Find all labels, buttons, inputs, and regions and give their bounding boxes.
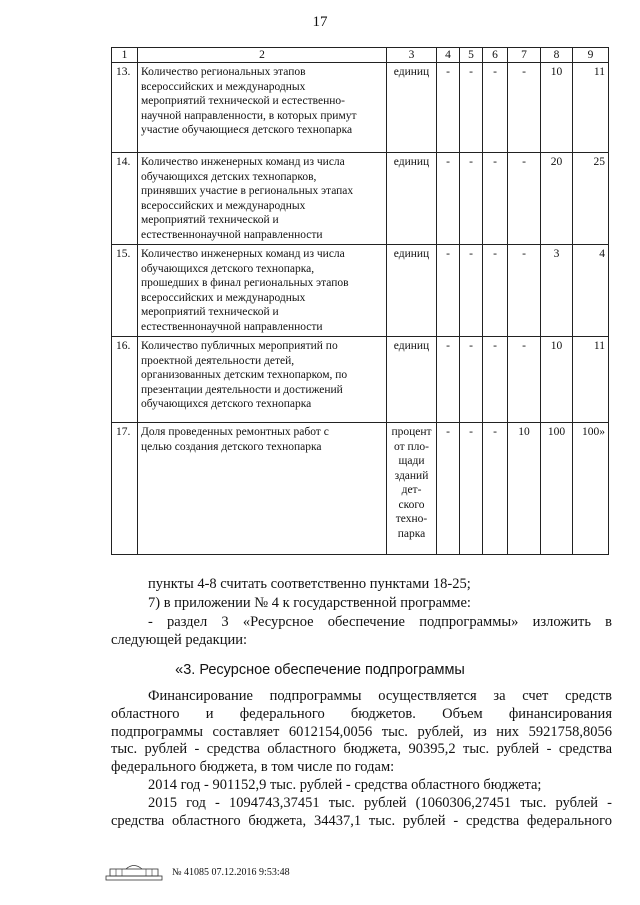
text-line: Финансирование подпрограммы осуществляется за счет средств (148, 688, 612, 704)
header-cell: 6 (483, 48, 508, 63)
header-cell: 2 (138, 48, 387, 63)
value-cell-c4: - (437, 423, 460, 555)
value-cell-c8: 3 (541, 245, 573, 337)
indicator-name-line: всероссийских и международных (141, 199, 306, 212)
paragraph-renumbering: пункты 4-8 считать соответственно пунктами 18-25; (148, 576, 471, 592)
indicator-name-line: презентации деятельности и достижений (141, 383, 343, 396)
building-stamp-icon (104, 862, 164, 882)
value-cell-c7: 10 (508, 423, 541, 555)
unit-line: единиц (393, 66, 430, 78)
unit-line: единиц (393, 248, 430, 260)
value-cell-c8: 20 (541, 153, 573, 245)
year-2014-line (148, 777, 612, 795)
row-number-cell: 16. (112, 337, 138, 423)
indicator-name-line: всероссийских и международных (141, 291, 306, 304)
value-cell-c5: - (460, 337, 483, 423)
text-line: 2014 год - 901152,9 тыс. рублей - средства областного бюджета; (148, 777, 542, 793)
value-cell-c6: - (483, 245, 508, 337)
value-cell-c6: - (483, 337, 508, 423)
value-cell-c6: - (483, 63, 508, 153)
unit-line: техно- (395, 513, 428, 525)
unit-cell (387, 63, 437, 153)
indicator-name-line: естественнонаучной направленности (141, 228, 323, 241)
table-body (112, 63, 609, 555)
value-cell-c7: - (508, 153, 541, 245)
text-line: подпрограммы составляет 6012154,0056 тыс. рублей, из них 5921758,8056 (111, 723, 612, 740)
indicator-name-line: всероссийских и международных (141, 80, 306, 93)
value-cell-c4: - (437, 337, 460, 423)
value-cell-c7: - (508, 63, 541, 153)
indicator-name-line: проектной деятельности детей, (141, 354, 295, 367)
text-line: областного и федерального бюджетов. Объем финансирования (111, 706, 612, 722)
indicator-name-cell (138, 337, 387, 423)
value-cell-c7: - (508, 337, 541, 423)
value-cell-c9: 11 (573, 337, 609, 423)
unit-line: процент (391, 426, 432, 438)
value-cell-c5: - (460, 423, 483, 555)
financing-paragraph-first (148, 688, 612, 706)
header-cell: 5 (460, 48, 483, 63)
indicator-name-line: мероприятий технической и естественно- (141, 95, 345, 107)
row-number-cell: 13. (112, 63, 138, 153)
text-line: следующей редакции: (111, 632, 248, 648)
value-cell-c9: 4 (573, 245, 609, 337)
value-cell-c6: - (483, 423, 508, 555)
indicator-name-cell (138, 423, 387, 555)
indicator-name-line: обучающихся детских технопарков, (141, 170, 317, 183)
text-line: тыс. рублей - средства областного бюджета, 90395,2 тыс. рублей - средства (111, 741, 612, 757)
unit-cell (387, 337, 437, 423)
paragraph-appendix: 7) в приложении № 4 к государственной программе: (148, 595, 471, 611)
row-number-cell: 15. (112, 245, 138, 337)
table-row (112, 423, 609, 555)
indicator-name-line: участие обучающиеся детского технопарка (141, 124, 353, 136)
value-cell-c4: - (437, 245, 460, 337)
unit-line: ского (398, 498, 425, 511)
section-heading: «3. Ресурсное обеспечение подпрограммы (175, 662, 465, 678)
financing-paragraph-rest (111, 706, 612, 776)
header-cell: 1 (112, 48, 138, 63)
table-header-row (112, 48, 609, 63)
indicator-name-line: организованных детским технопарком, по (141, 369, 348, 381)
indicator-name-line: Количество публичных мероприятий по (141, 340, 338, 352)
year-2015-line (148, 795, 612, 813)
indicator-name-line: обучающихся детского технопарка (141, 398, 312, 410)
indicator-name-line: обучающихся детского технопарка, (141, 262, 315, 275)
footer (104, 862, 290, 882)
value-cell-c9: 100» (573, 423, 609, 555)
value-cell-c9: 11 (573, 63, 609, 153)
document-number: № 41085 07.12.2016 9:53:48 (172, 866, 290, 878)
text-line: федерального бюджета, в том числе по годам: (111, 758, 395, 775)
unit-cell (387, 423, 437, 555)
value-cell-c8: 100 (541, 423, 573, 555)
value-cell-c5: - (460, 153, 483, 245)
unit-line: дет- (401, 484, 422, 496)
value-cell-c5: - (460, 245, 483, 337)
indicator-name-line: мероприятий технической и (141, 306, 279, 318)
value-cell-c7: - (508, 245, 541, 337)
indicator-name-line: Количество инженерных команд из числа (141, 156, 345, 168)
value-cell-c8: 10 (541, 63, 573, 153)
paragraph-section-replace (148, 614, 612, 632)
indicator-name-cell (138, 63, 387, 153)
value-cell-c8: 10 (541, 337, 573, 423)
text-line: средства областного бюджета, 34437,1 тыс. рублей - средства федерального (111, 813, 612, 829)
header-cell: 8 (541, 48, 573, 63)
paragraph-section-replace-cont (111, 632, 611, 650)
indicator-name-line: Количество инженерных команд из числа (141, 248, 345, 260)
indicator-name-cell (138, 153, 387, 245)
indicator-name-line: целью создания детского технопарка (141, 440, 322, 453)
indicators-table (111, 47, 609, 555)
unit-line: единиц (393, 156, 430, 168)
indicator-name-line: естественнонаучной направленности (141, 320, 323, 333)
unit-line: от пло- (394, 440, 429, 453)
header-cell: 4 (437, 48, 460, 63)
table-row (112, 245, 609, 337)
indicator-name-line: мероприятий технической и (141, 214, 279, 226)
indicator-name-cell (138, 245, 387, 337)
unit-cell (387, 245, 437, 337)
page-number: 17 (312, 14, 328, 30)
header-cell: 9 (573, 48, 609, 63)
unit-line: парка (397, 527, 426, 540)
header-cell: 3 (387, 48, 437, 63)
indicator-name-line: Доля проведенных ремонтных работ с (141, 426, 329, 438)
table-row (112, 153, 609, 245)
value-cell-c4: - (437, 63, 460, 153)
text-line: - раздел 3 «Ресурсное обеспечение подпрограммы» изложить в (148, 614, 612, 630)
table-row (112, 337, 609, 423)
unit-cell (387, 153, 437, 245)
unit-line: зданий (394, 469, 429, 482)
value-cell-c5: - (460, 63, 483, 153)
row-number-cell: 14. (112, 153, 138, 245)
unit-line: единиц (393, 340, 430, 352)
header-cell: 7 (508, 48, 541, 63)
row-number-cell: 17. (112, 423, 138, 555)
unit-line: щади (398, 455, 425, 467)
value-cell-c4: - (437, 153, 460, 245)
year-2015-line-cont (111, 813, 612, 831)
indicator-name-line: Количество региональных этапов (141, 66, 306, 78)
indicator-name-line: принявших участие в региональных этапах (141, 185, 354, 197)
value-cell-c6: - (483, 153, 508, 245)
table-row (112, 63, 609, 153)
indicator-name-line: прошедших в финал региональных этапов (141, 277, 349, 289)
value-cell-c9: 25 (573, 153, 609, 245)
indicator-name-line: научной направленности, в которых примут (141, 109, 357, 122)
text-line: 2015 год - 1094743,37451 тыс. рублей (1060306,27451 тыс. рублей - (148, 795, 612, 811)
